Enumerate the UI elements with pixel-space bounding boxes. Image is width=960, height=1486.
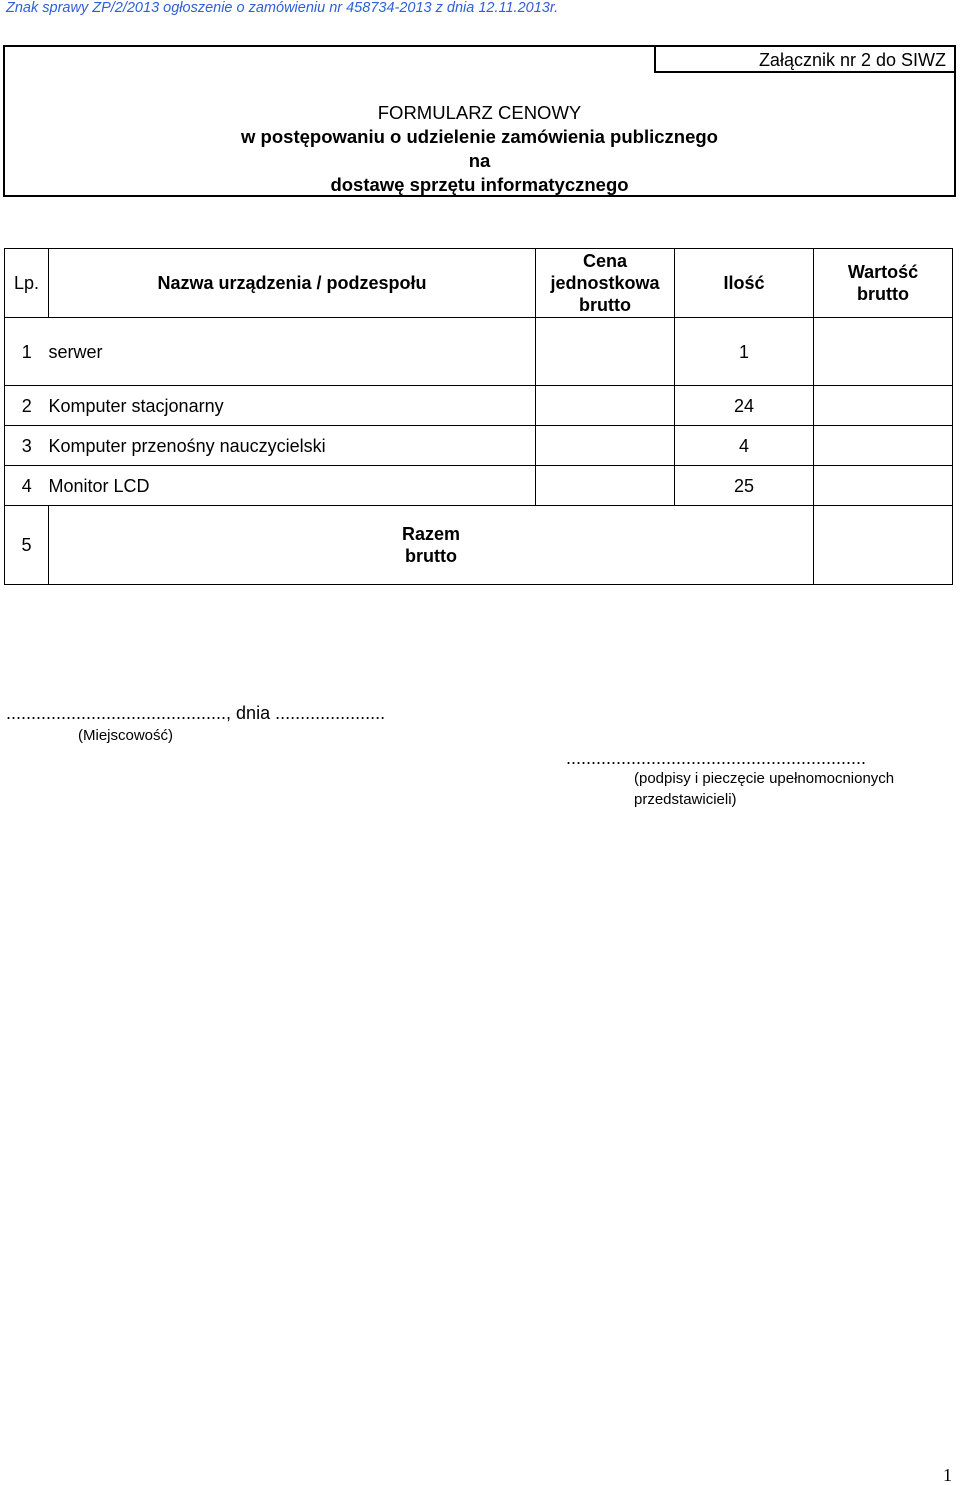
- total-wartosc[interactable]: [814, 506, 953, 585]
- signature-line: ............................................................: [566, 748, 867, 768]
- form-title: [5, 101, 954, 197]
- title-line-3: na: [468, 150, 491, 171]
- row-qty: 25: [675, 466, 814, 506]
- total-label-line-1: Razem: [401, 524, 461, 544]
- total-row: [5, 506, 953, 585]
- header-cena-line-3: brutto: [579, 295, 631, 315]
- header-box: [3, 45, 956, 197]
- total-label: [49, 506, 814, 585]
- row-name: serwer: [49, 318, 536, 386]
- row-wartosc[interactable]: [814, 466, 953, 506]
- header-wartosc-line-2: brutto: [857, 284, 909, 304]
- row-qty: 1: [675, 318, 814, 386]
- signature-caption: [634, 768, 954, 810]
- price-table: [4, 248, 953, 585]
- place-caption: (Miejscowość): [78, 727, 174, 744]
- header-name-text: Nazwa urządzenia / podzespołu: [157, 273, 427, 293]
- header-cena: [536, 249, 675, 318]
- row-qty: 4: [675, 426, 814, 466]
- row-cena[interactable]: [536, 426, 675, 466]
- row-lp: 2: [5, 386, 49, 426]
- header-cena-line-2: jednostkowa: [550, 273, 660, 293]
- title-line-2: w postępowaniu o udzielenie zamówienia publicznego: [241, 126, 718, 147]
- page-number: 1: [943, 1465, 952, 1485]
- total-label-line-2: brutto: [405, 546, 457, 566]
- row-lp: 3: [5, 426, 49, 466]
- header-ilosc-text: Ilość: [723, 273, 765, 293]
- header-wartosc: [814, 249, 953, 318]
- signature-caption-line-1: (podpisy i pieczęcie upełnomocnionych: [634, 770, 895, 787]
- table-row: [5, 426, 953, 466]
- signature-caption-line-2: przedstawicieli): [634, 791, 737, 808]
- attachment-label: Załącznik nr 2 do SIWZ: [654, 47, 954, 73]
- table-row: [5, 318, 953, 386]
- row-wartosc[interactable]: [814, 426, 953, 466]
- header-lp: [5, 249, 49, 318]
- header-ilosc: [675, 249, 814, 318]
- row-cena[interactable]: [536, 318, 675, 386]
- title-line-1: FORMULARZ CENOWY: [377, 102, 582, 123]
- row-qty: 24: [675, 386, 814, 426]
- table-header-row: [5, 249, 953, 318]
- row-lp: 1: [5, 318, 49, 386]
- title-line-4: dostawę sprzętu informatycznego: [330, 174, 629, 195]
- header-lp-text: Lp.: [13, 273, 40, 293]
- row-name: Monitor LCD: [49, 466, 536, 506]
- header-wartosc-line-1: Wartość: [847, 262, 919, 282]
- row-lp: 4: [5, 466, 49, 506]
- row-cena[interactable]: [536, 386, 675, 426]
- row-name: Komputer przenośny nauczycielski: [49, 426, 536, 466]
- total-lp: 5: [5, 506, 49, 585]
- reference-line: Znak sprawy ZP/2/2013 ogłoszenie o zamówieniu nr 458734-2013 z dnia 12.11.2013r.: [6, 0, 559, 16]
- header-name: [49, 249, 536, 318]
- header-cena-line-1: Cena: [582, 251, 627, 271]
- table-row: [5, 466, 953, 506]
- place-date-line: ............................................, dnia ......................: [6, 703, 386, 723]
- row-wartosc[interactable]: [814, 386, 953, 426]
- row-cena[interactable]: [536, 466, 675, 506]
- row-name: Komputer stacjonarny: [49, 386, 536, 426]
- table-row: [5, 386, 953, 426]
- row-wartosc[interactable]: [814, 318, 953, 386]
